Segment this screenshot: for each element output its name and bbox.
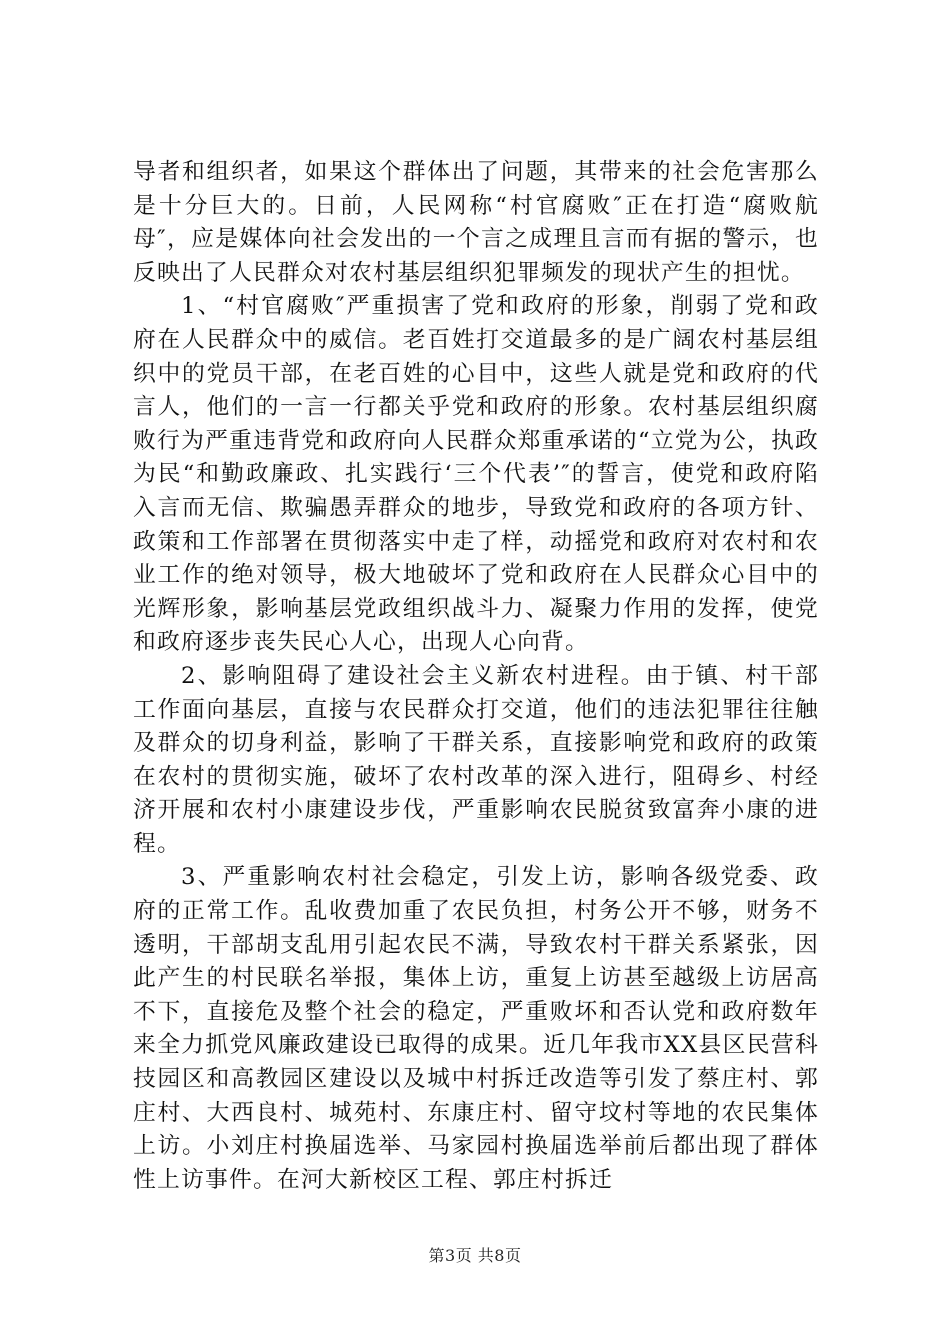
paragraph-point-3: 3、严重影响农村社会稳定，引发上访，影响各级党委、政府的正常工作。乱收费加重了农民负担，村务公开不够，财务不透明，干部胡支乱用引起农民不满，导致农村干群关系紧张，因此产生的村民联名举报，集体上访，重复上访甚至越级上访居高不下，直接危及整个社会的稳定，严重败坏和否认党和政府数年来全力抓党风廉政建设已取得的成果。近几年我市XX县区民营科技园区和高教园区建设以及城中村拆迁改造等引发了蔡庄村、郭庄村、大西良村、城苑村、东康庄村、留守坟村等地的农民集体上访。小刘庄村换届选举、马家园村换届选举前后都出现了群体性上访事件。在河大新校区工程、郭庄村拆迁 bbox=[133, 864, 819, 1193]
document-body bbox=[133, 156, 819, 1197]
paragraph-point-1: 1、“村官腐败″严重损害了党和政府的形象，削弱了党和政府在人民群众中的威信。老百姓打交道最多的是广阔农村基层组织中的党员干部，在老百姓的心目中，这些人就是党和政府的代言人，他们的一言一行都关乎党和政府的形象。农村基层组织腐败行为严重违背党和政府向人民群众郑重承诺的“立党为公，执政为民“和勤政廉政、扎实践行‘三个代表’″的誓言，使党和政府陷入言而无信、欺骗愚弄群众的地步，导致党和政府的各项方针、政策和工作部署在贯彻落实中走了样，动摇党和政府对农村和农业工作的绝对领导，极大地破坏了党和政府在人民群众心目中的光辉形象，影响基层党政组织战斗力、凝聚力作用的发挥，使党和政府逐步丧失民心人心，出现人心向背。 bbox=[133, 293, 819, 656]
page-number-footer: 第3页 共8页 bbox=[428, 1246, 522, 1265]
paragraph-intro: 导者和组织者，如果这个群体出了问题，其带来的社会危害那么是十分巨大的。日前，人民网称“村官腐败″正在打造“腐败航母″，应是媒体向社会发出的一个言之成理且言而有据的警示，也反映出了人民群众对农村基层组织犯罪频发的现状产生的担忧。 bbox=[133, 159, 819, 286]
paragraph-point-2: 2、影响阻碍了建设社会主义新农村进程。由于镇、村干部工作面向基层，直接与农民群众打交道，他们的违法犯罪往往触及群众的切身利益，影响了干群关系，直接影响党和政府的政策在农村的贯彻实施，破坏了农村改革的深入进行，阻碍乡、村经济开展和农村小康建设步伐，严重影响农民脱贫致富奔小康的进程。 bbox=[133, 662, 819, 857]
